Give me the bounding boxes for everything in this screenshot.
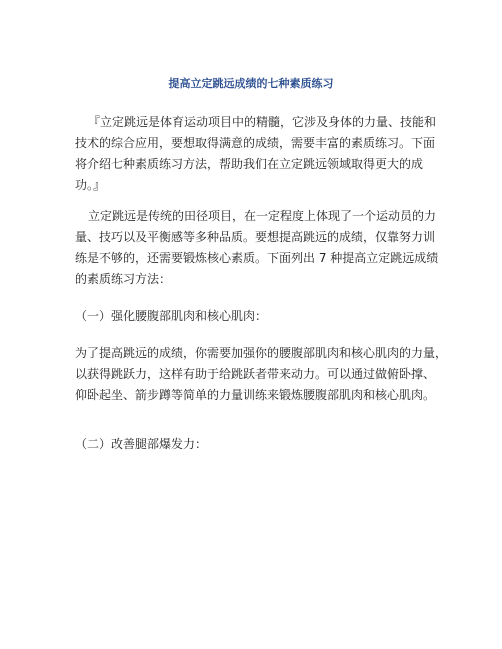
section-1-body-line: 以获得跳跃力，这样有助于给跳跃者带来动力。可以通过做俯卧撑、 — [75, 367, 436, 381]
section-1-heading: （一）强化腰腹部肌肉和核心肌肉： — [75, 309, 268, 323]
intro-line: 功。』 — [75, 178, 106, 192]
body-line: 量、技巧以及平衡感等多种品质。要想提高跳远的成绩，仅靠努力训 — [75, 230, 436, 244]
section-2-heading: （二）改善腿部爆发力： — [75, 437, 208, 451]
body-line: 立定跳远是传统的田径项目，在一定程度上体现了一个运动员的力 — [88, 209, 437, 223]
body-line: 练是不够的，还需要锻炼核心素质。下面列出 7 种提高立定跳远成绩 — [75, 251, 439, 265]
intro-line: 将介绍七种素质练习方法，帮助我们在立定跳远领域取得更大的成 — [75, 157, 424, 171]
intro-line: 技术的综合应用，要想取得满意的成绩，需要丰富的素质练习。下面 — [75, 136, 436, 150]
body-line: 的素质练习方法： — [75, 272, 172, 286]
body-paragraph-1 — [75, 206, 439, 290]
section-1 — [75, 290, 448, 406]
section-2 — [75, 420, 435, 455]
section-1-body-line: 仰卧起坐、箭步蹲等简单的力量训练来锻炼腰腹部肌肉和核心肌肉。 — [75, 388, 436, 402]
document-title: 提高立定跳远成绩的七种素质练习 — [168, 77, 334, 90]
intro-line: 『立定跳远是体育运动项目中的精髓，它涉及身体的力量、技能和 — [88, 115, 437, 129]
intro-paragraph — [75, 112, 435, 196]
section-1-body-line: 为了提高跳远的成绩，你需要加强你的腰腹部肌肉和核心肌肉的力量， — [75, 346, 448, 360]
